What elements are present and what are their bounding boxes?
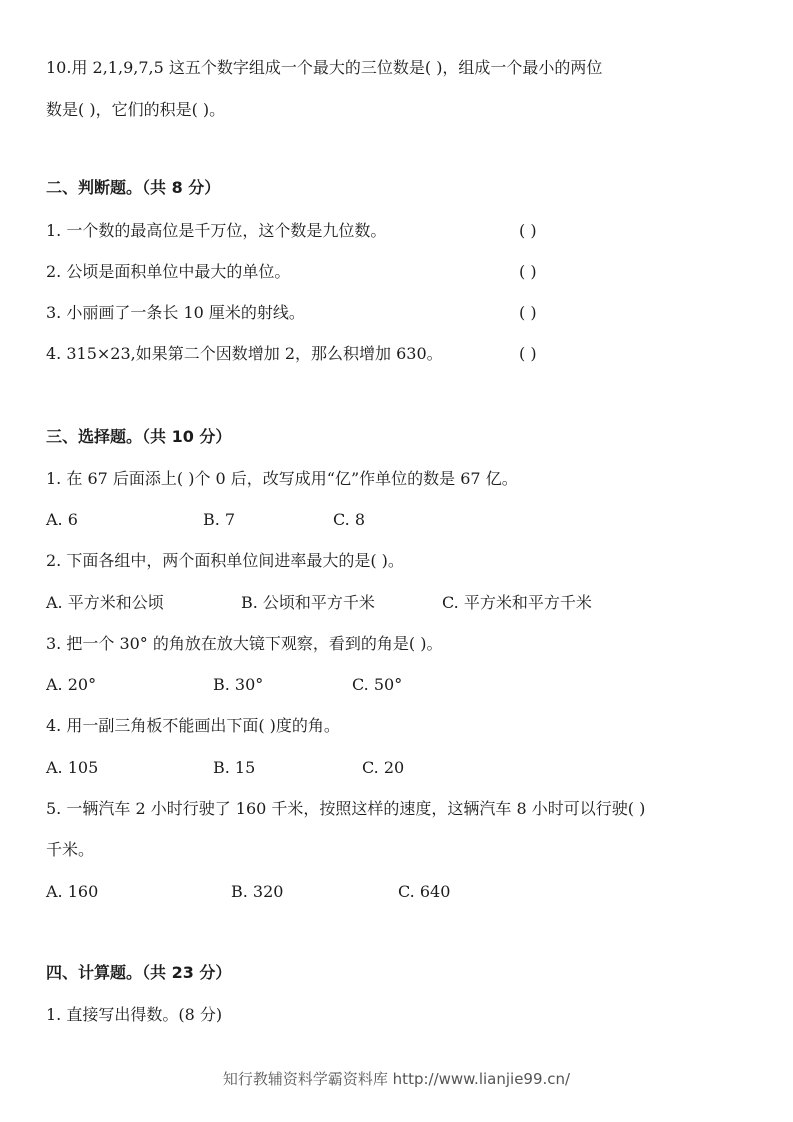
choice-q5-option-c: C. 640	[398, 882, 451, 901]
choice-q1-option-b: B. 7	[203, 510, 236, 529]
judge-paren-2: ( )	[519, 262, 537, 281]
calc-item-1: 1. 直接写出得数。(8 分)	[46, 1005, 223, 1024]
section3-heading: 三、选择题。（共 10 分）	[46, 427, 232, 446]
choice-q1-option-a: A. 6	[46, 510, 78, 529]
judge-item-2: 2. 公顷是面积单位中最大的单位。	[46, 262, 291, 281]
choice-q5-cont: 千米。	[46, 840, 95, 859]
choice-q4: 4. 用一副三角板不能画出下面( )度的角。	[46, 716, 340, 735]
choice-q4-option-a: A. 105	[46, 758, 99, 777]
choice-q5-option-b: B. 320	[231, 882, 284, 901]
section4-heading: 四、计算题。（共 23 分）	[46, 963, 232, 982]
choice-q2-option-c: C. 平方米和平方千米	[442, 593, 592, 612]
choice-q3-option-c: C. 50°	[352, 675, 403, 694]
choice-q5: 5. 一辆汽车 2 小时行驶了 160 千米，按照这样的速度，这辆汽车 8 小时可以行驶( )	[46, 799, 646, 818]
choice-q5-option-a: A. 160	[46, 882, 99, 901]
footer-watermark: 知行教辅资料学霸资料库 http://www.lianjie99.cn/	[222, 1070, 571, 1088]
choice-q2-option-a: A. 平方米和公顷	[46, 593, 164, 612]
judge-paren-4: ( )	[519, 344, 537, 363]
choice-q3-option-b: B. 30°	[213, 675, 264, 694]
choice-q2: 2. 下面各组中，两个面积单位间进率最大的是( )。	[46, 551, 404, 570]
q10-line1: 10.用 2,1,9,7,5 这五个数字组成一个最大的三位数是( )，组成一个最小的两位	[46, 58, 603, 77]
choice-q4-option-b: B. 15	[213, 758, 256, 777]
choice-q1: 1. 在 67 后面添上( )个 0 后，改写成用“亿”作单位的数是 67 亿。	[46, 469, 518, 488]
judge-item-4: 4. 315×23,如果第二个因数增加 2，那么积增加 630。	[46, 344, 443, 363]
choice-q4-option-c: C. 20	[362, 758, 405, 777]
judge-paren-1: ( )	[519, 221, 537, 240]
choice-q3-option-a: A. 20°	[46, 675, 97, 694]
judge-item-3: 3. 小丽画了一条长 10 厘米的射线。	[46, 303, 305, 322]
judge-paren-3: ( )	[519, 303, 537, 322]
choice-q2-option-b: B. 公顷和平方千米	[241, 593, 375, 612]
q10-line2: 数是( )，它们的积是( )。	[46, 100, 226, 119]
choice-q1-option-c: C. 8	[333, 510, 366, 529]
judge-item-1: 1. 一个数的最高位是千万位，这个数是九位数。	[46, 221, 387, 240]
section2-heading: 二、判断题。（共 8 分）	[46, 178, 221, 197]
choice-q3: 3. 把一个 30° 的角放在放大镜下观察，看到的角是( )。	[46, 634, 443, 653]
